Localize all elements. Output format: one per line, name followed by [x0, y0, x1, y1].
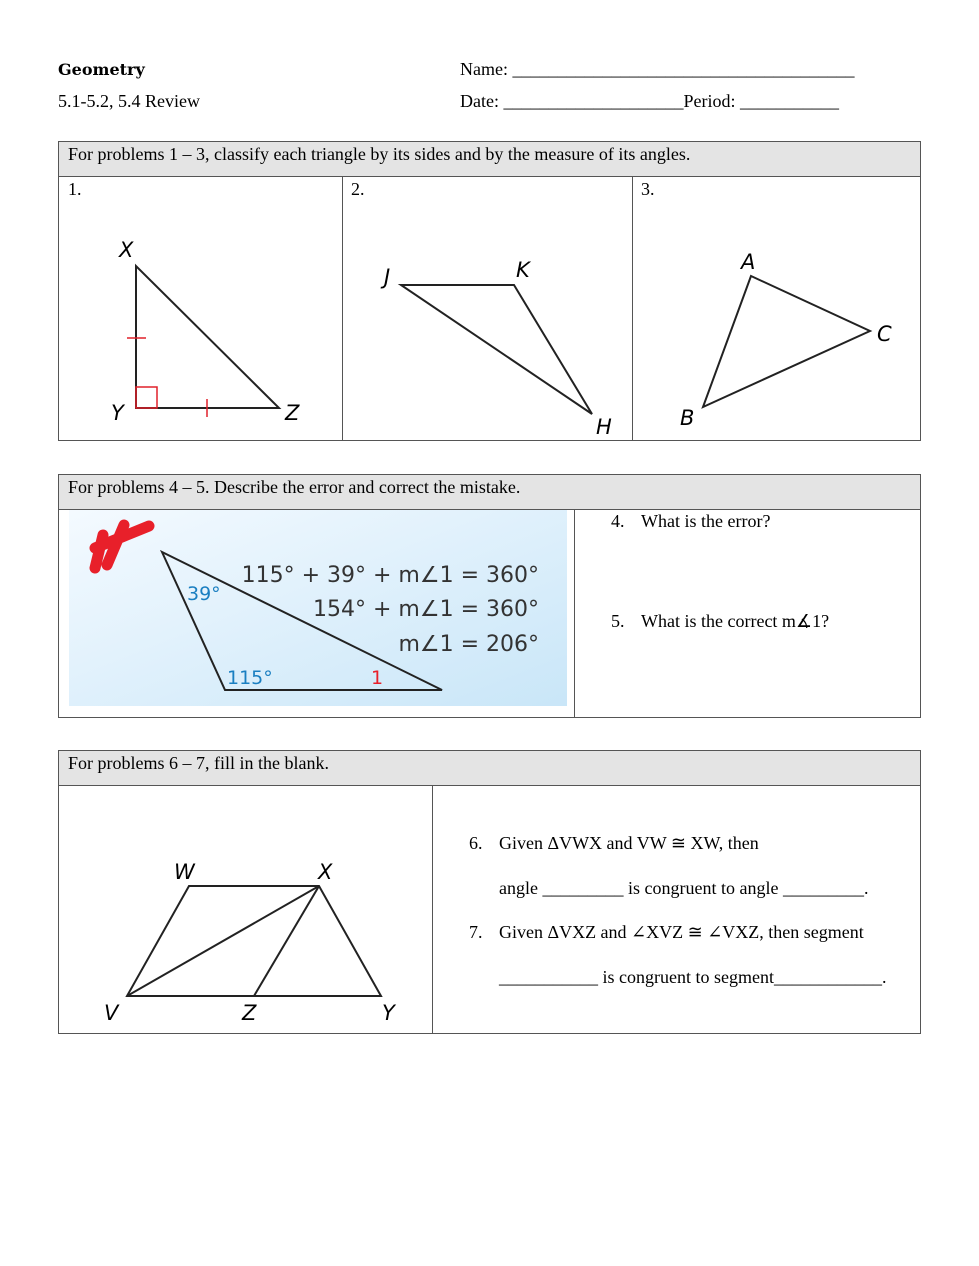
date-period-field[interactable]: Date: ____________________Period: ___________ — [460, 91, 839, 111]
obtuse-triangle-jkh — [374, 242, 634, 440]
vertex-label: Y — [111, 401, 124, 425]
error-example-figure — [69, 510, 567, 706]
question-7-number: 7. — [469, 922, 483, 942]
vertex-label: W — [174, 860, 195, 884]
section-instructions: For problems 1 – 3, classify each triangle by its sides and by the measure of its angles. — [59, 142, 920, 177]
problem-number: 1. — [68, 179, 82, 199]
section-instructions: For problems 6 – 7, fill in the blank. — [59, 751, 920, 786]
vertex-label: X — [119, 238, 134, 262]
column-divider — [342, 177, 343, 440]
name-field[interactable]: Name: ______________________________________ — [460, 59, 855, 79]
question-6-blanks[interactable]: angle _________ is congruent to angle _________. — [499, 878, 869, 898]
vertex-label: J — [384, 265, 391, 289]
question-6-number: 6. — [469, 833, 483, 853]
work-line: m∠1 = 206° — [398, 632, 539, 657]
vertex-label: A — [741, 250, 756, 274]
angle-label: 1 — [371, 667, 384, 689]
vertex-label: Y — [382, 1001, 395, 1025]
vertex-label: H — [596, 415, 612, 439]
question-5-number: 5. — [611, 611, 625, 631]
angle-label: 115° — [227, 667, 273, 689]
question-7-text: Given ΔVXZ and ∠XVZ ≅ ∠VXZ, then segment — [499, 922, 864, 942]
question-7-blanks[interactable]: ___________ is congruent to segment____________. — [499, 967, 887, 987]
vertex-label: V — [104, 1001, 119, 1025]
vertex-label: Z — [285, 401, 300, 425]
problem-number: 2. — [351, 179, 365, 199]
column-divider — [574, 510, 575, 717]
vertex-label: Z — [242, 1001, 257, 1025]
question-6-text: Given ΔVWX and VW ≅ XW, then — [499, 833, 759, 853]
section-classify-triangles — [58, 141, 921, 441]
work-line: 154° + m∠1 = 360° — [313, 597, 539, 622]
column-divider — [432, 786, 433, 1033]
question-4-text: What is the error? — [641, 511, 771, 531]
question-4-number: 4. — [611, 511, 625, 531]
right-triangle-xyz — [99, 227, 329, 432]
work-line: 115° + 39° + m∠1 = 360° — [241, 563, 539, 588]
unit-title: 5.1-5.2, 5.4 Review — [58, 91, 200, 111]
problem-number: 3. — [641, 179, 655, 199]
section-fill-blank — [58, 750, 921, 1034]
question-5-text: What is the correct m∡1? — [641, 611, 830, 631]
course-title: Geometry — [58, 60, 145, 79]
vertex-label: X — [318, 860, 333, 884]
vertex-label: C — [877, 322, 892, 346]
angle-label: 39° — [187, 583, 221, 605]
vertex-label: K — [516, 258, 530, 282]
trapezoid-figure-vwxyz — [79, 841, 424, 1026]
section-instructions: For problems 4 – 5. Describe the error and correct the mistake. — [59, 475, 920, 510]
acute-triangle-abc — [674, 242, 914, 440]
vertex-label: B — [680, 406, 695, 430]
section-find-error — [58, 474, 921, 718]
